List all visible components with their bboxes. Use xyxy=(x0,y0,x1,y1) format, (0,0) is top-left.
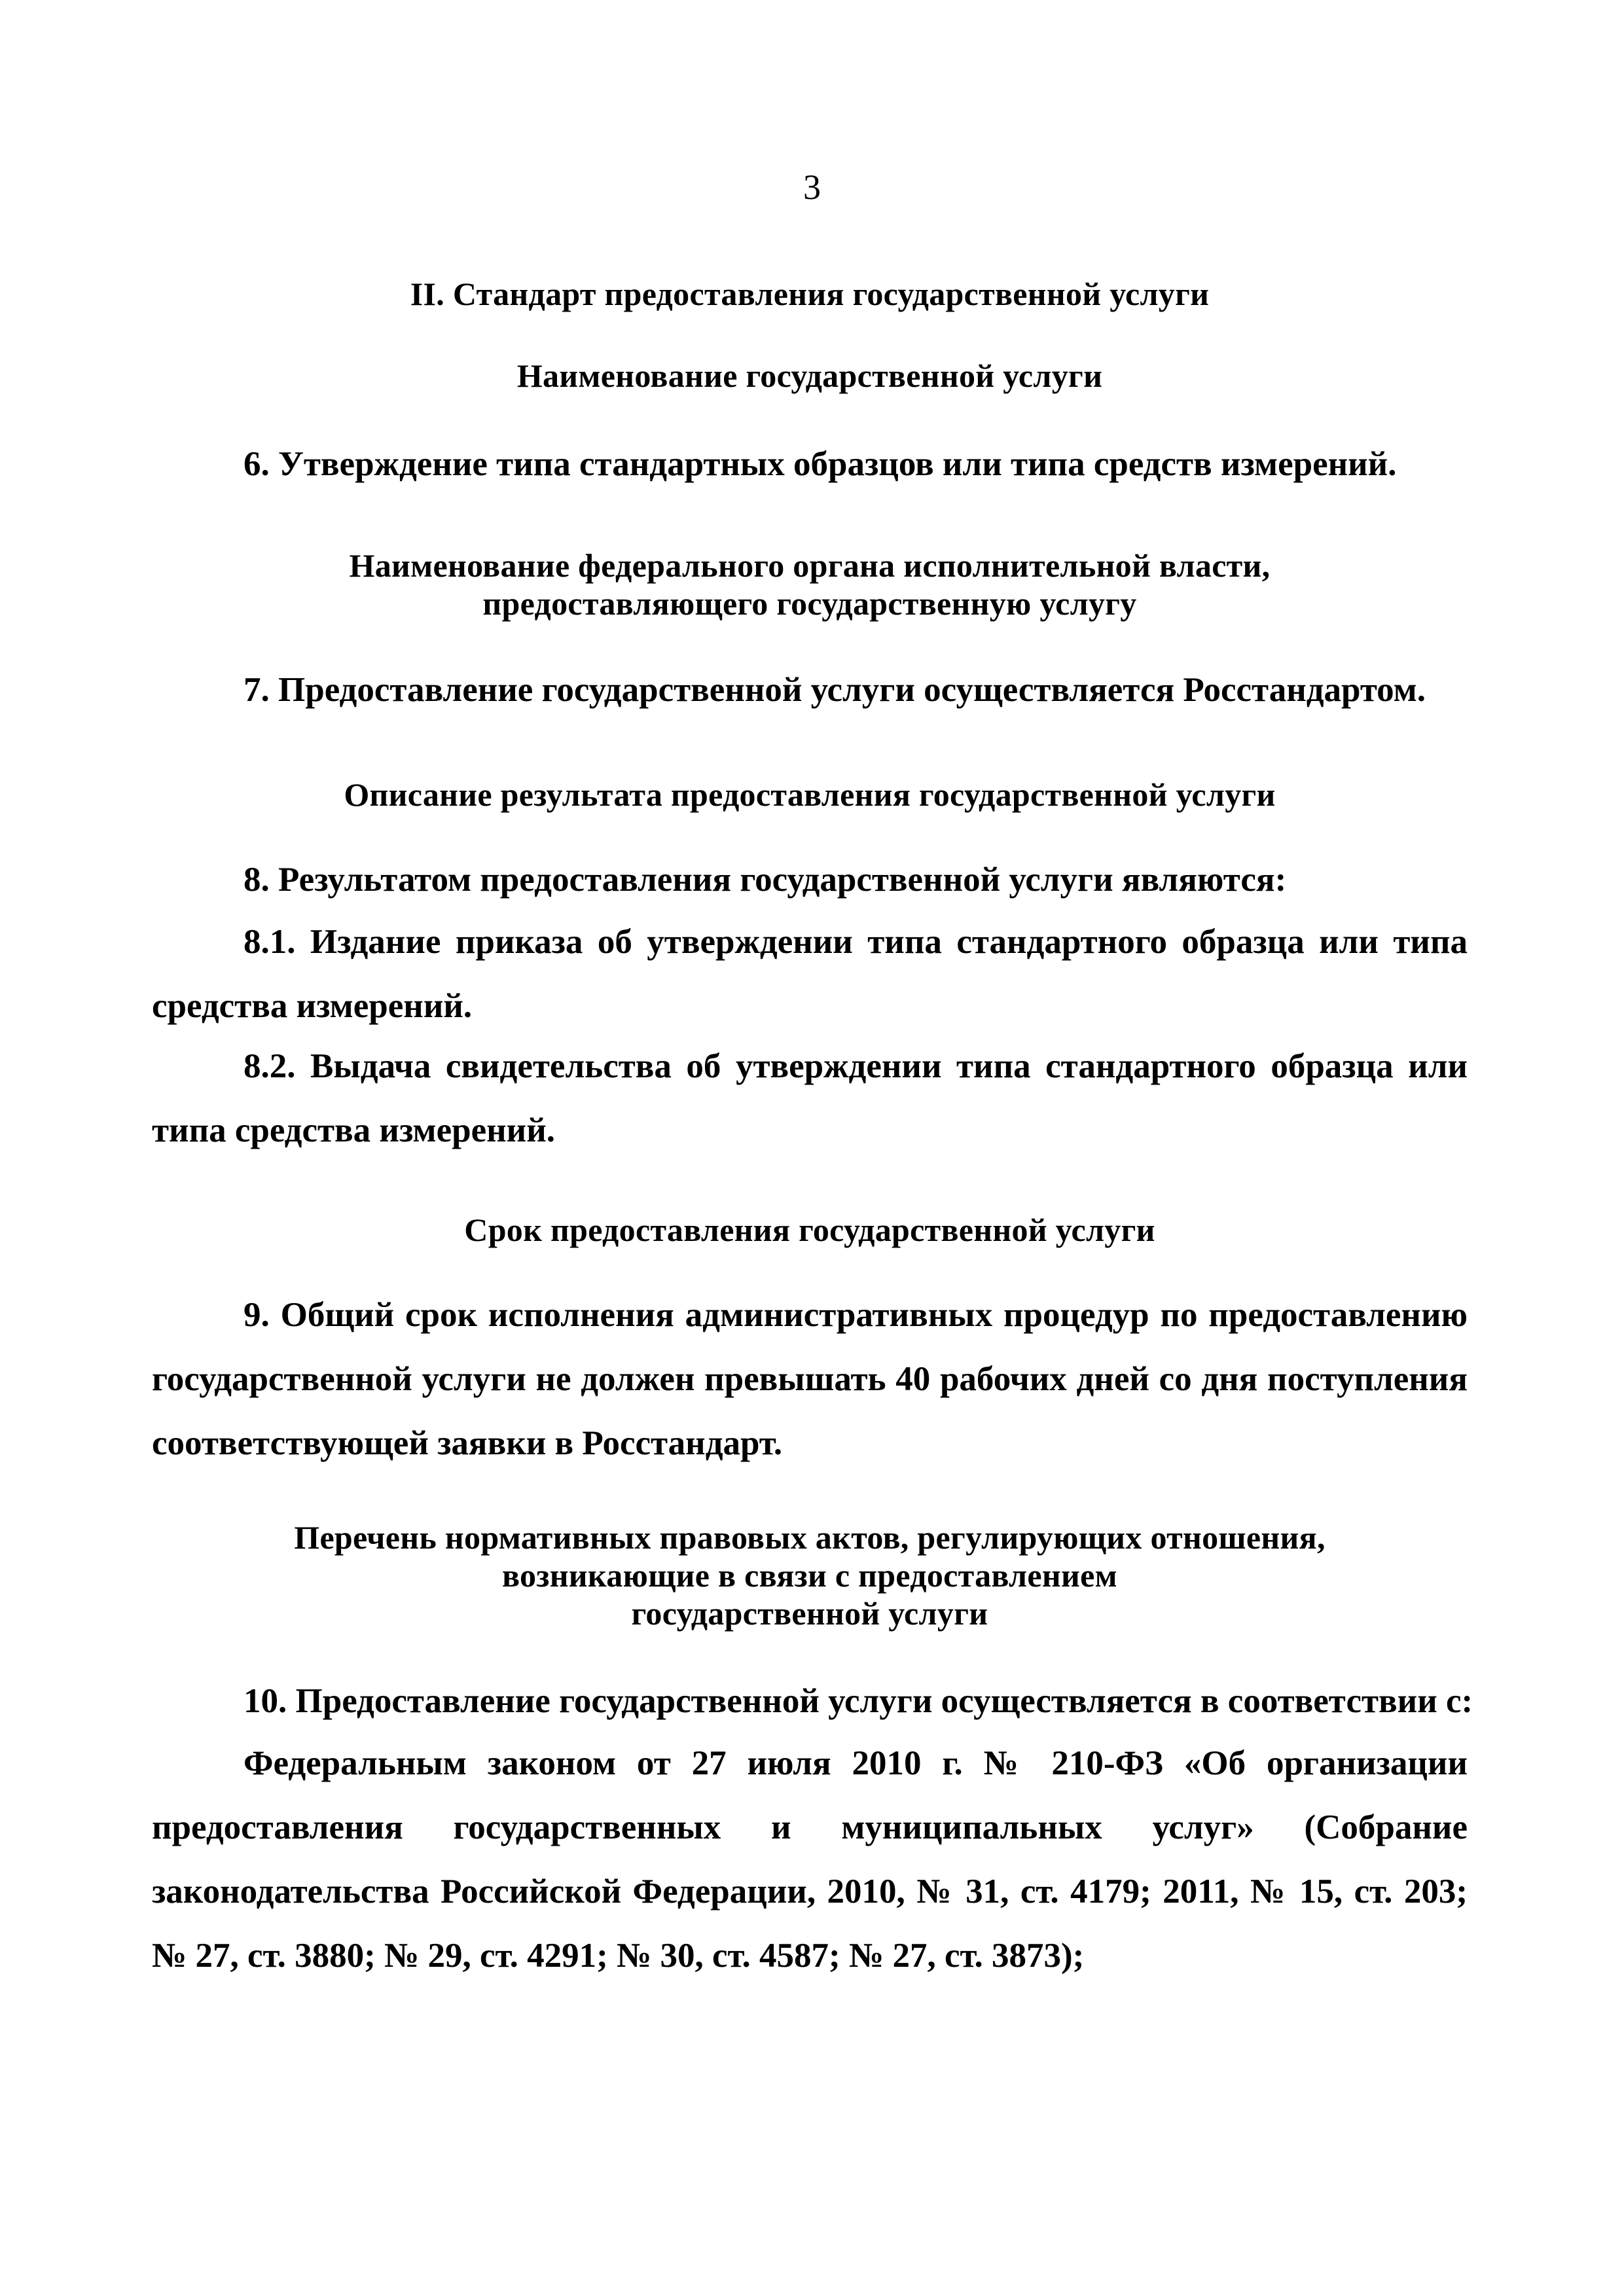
paragraph-8-1: 8.1. Издание приказа об утверждении типа стандартного образца или типа средства измерений. xyxy=(152,923,1468,1025)
heading-legal-acts-line-2: возникающие в связи с предоставлением xyxy=(502,1557,1117,1594)
paragraph-8: 8. Результатом предоставления государственной услуги являются: xyxy=(244,861,1287,899)
paragraph-10-law: Федеральным законом от 27 июля 2010 г. № 210-ФЗ «Об организации предоставления государственных и муниципальных услуг» (Собрание законодательства Российской Федерации, 2010, № 31, ст. 4179; 2011, № 15, ст. 203; № 27, ст. 3880; № 29, ст. 4291; № 30, ст. 4587; № 27, ст. 3873); xyxy=(152,1744,1468,1975)
section-title: II. Стандарт предоставления государственной услуги xyxy=(410,276,1210,312)
heading-legal-acts xyxy=(152,1518,1468,1632)
paragraph-7: 7. Предоставление государственной услуги осуществляется Росстандартом. xyxy=(244,671,1426,709)
page-number: 3 xyxy=(803,168,821,207)
heading-agency-line-2: предоставляющего государственную услугу xyxy=(482,585,1137,622)
heading-result: Описание результата предоставления государственной услуги xyxy=(344,776,1276,813)
paragraph-6: 6. Утверждение типа стандартных образцов или типа средств измерений. xyxy=(244,445,1397,483)
paragraph-9: 9. Общий срок исполнения административных процедур по предоставлению государственной услуги не должен превышать 40 рабочих дней со дня поступления соответствующей заявки в Росстандарт. xyxy=(152,1296,1468,1462)
heading-legal-acts-line-1: Перечень нормативных правовых актов, регулирующих отношения, xyxy=(294,1519,1326,1556)
paragraph-8-2: 8.2. Выдача свидетельства об утверждении типа стандартного образца или типа средства измерений. xyxy=(152,1047,1468,1149)
heading-legal-acts-line-3: государственной услуги xyxy=(631,1595,988,1632)
heading-term: Срок предоставления государственной услуги xyxy=(464,1211,1155,1248)
heading-service-name: Наименование государственной услуги xyxy=(516,357,1103,394)
paragraph-10: 10. Предоставление государственной услуги осуществляется в соответствии с: xyxy=(244,1682,1473,1720)
heading-agency xyxy=(152,547,1468,622)
heading-agency-line-1: Наименование федерального органа исполнительной власти, xyxy=(349,547,1271,584)
